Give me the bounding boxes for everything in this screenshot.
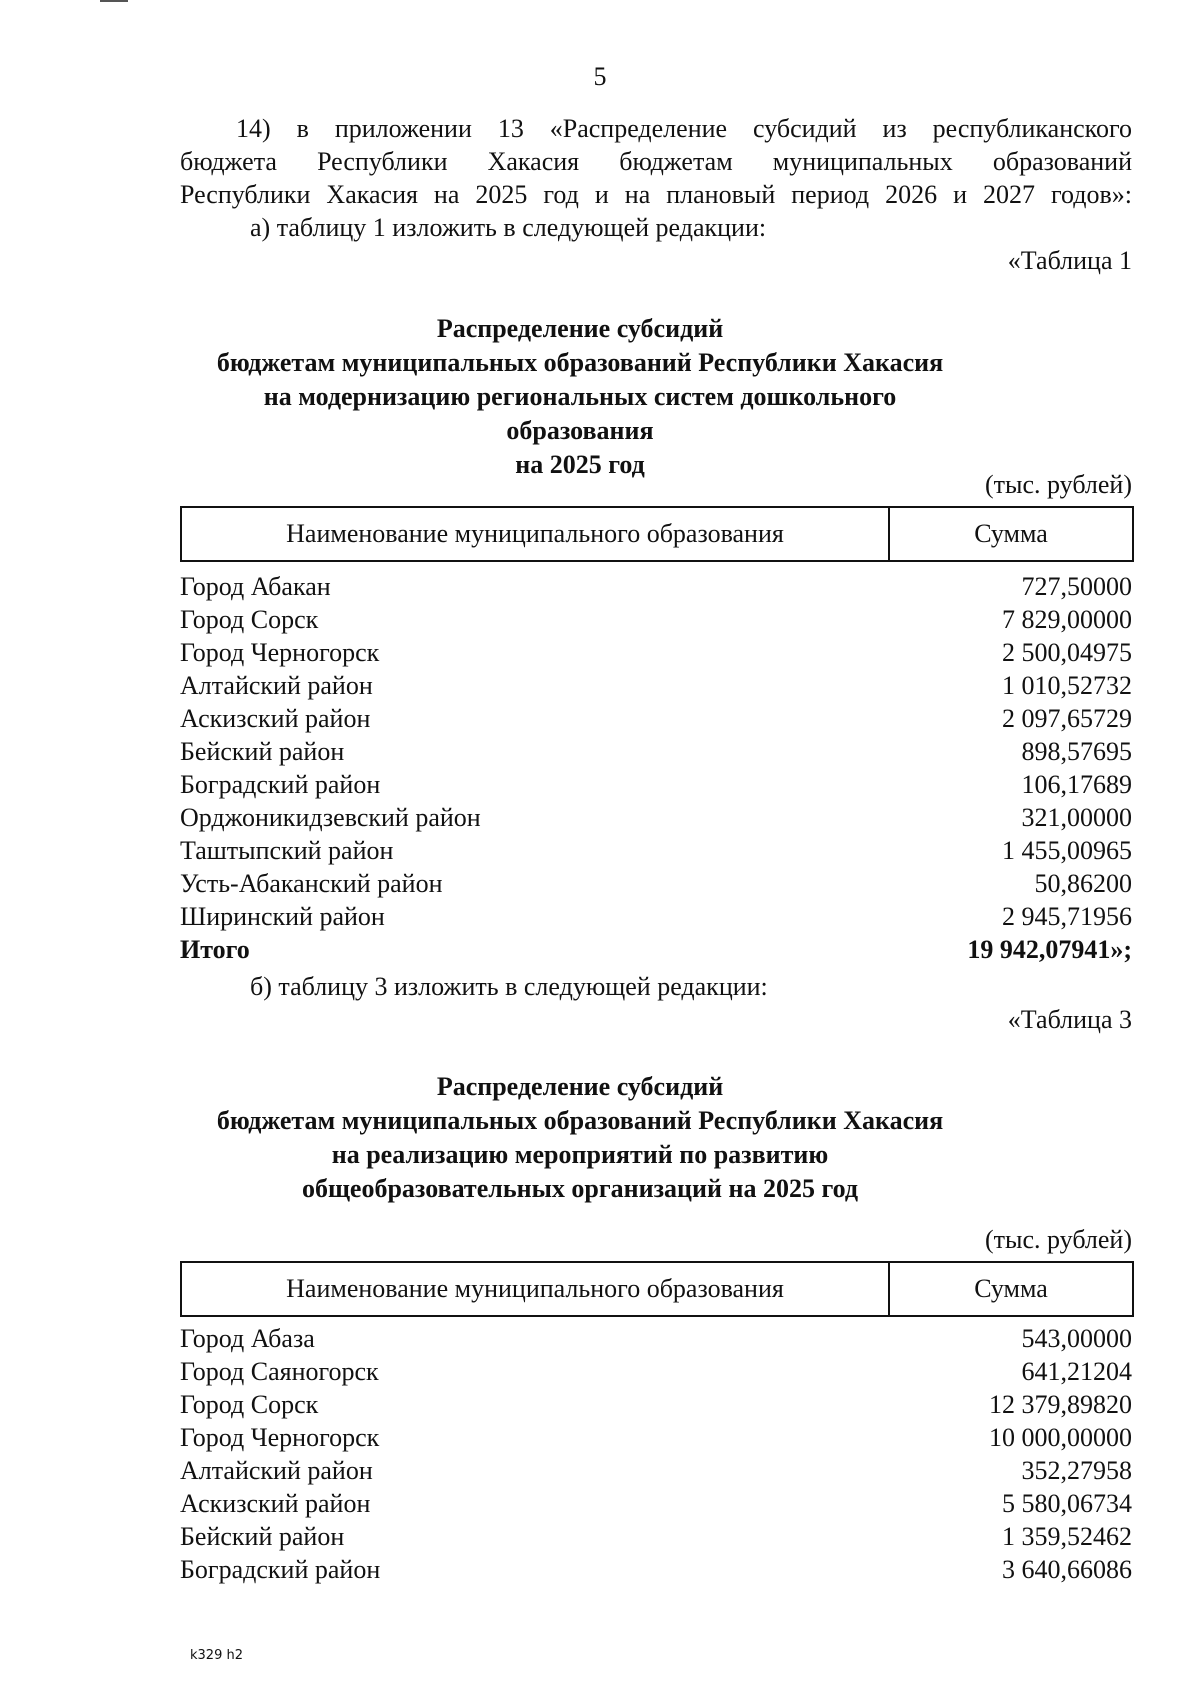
row-name: Город Черногорск xyxy=(180,638,380,667)
intro-line-1: 14) в приложении 13 «Распределение субсидий из республиканского xyxy=(236,114,1132,143)
table1-row xyxy=(180,702,1132,735)
table3-row xyxy=(180,1355,1132,1388)
row-value: 543,00000 xyxy=(1021,1324,1132,1353)
row-name: Боградский район xyxy=(180,1555,381,1584)
row-value: 898,57695 xyxy=(1021,737,1132,766)
row-value: 2 945,71956 xyxy=(1002,902,1132,931)
item-b-text: б) таблицу 3 изложить в следующей редакции: xyxy=(250,972,768,1001)
row-name: Город Сорск xyxy=(180,605,319,634)
table1-row xyxy=(180,570,1132,603)
row-name: Алтайский район xyxy=(180,1456,373,1485)
row-value: 1 359,52462 xyxy=(1002,1522,1132,1551)
table1-row xyxy=(180,900,1132,933)
row-value: 1 010,52732 xyxy=(1002,671,1132,700)
page-number: 5 xyxy=(593,62,607,91)
row-value: 641,21204 xyxy=(1021,1357,1132,1386)
table3-row xyxy=(180,1520,1132,1553)
row-value: 7 829,00000 xyxy=(1002,605,1132,634)
table1-title xyxy=(200,312,960,482)
row-name: Бейский район xyxy=(180,1522,345,1551)
table3-title-line-1: Распределение субсидий xyxy=(436,1072,724,1101)
row-name: Город Саяногорск xyxy=(180,1357,379,1386)
row-value: 50,86200 xyxy=(1034,869,1132,898)
scan-mark xyxy=(100,0,128,2)
row-value: 106,17689 xyxy=(1021,770,1132,799)
total-label: Итого xyxy=(180,935,250,964)
row-name: Орджоникидзевский район xyxy=(180,803,481,832)
table3-row xyxy=(180,1421,1132,1454)
row-name: Город Черногорск xyxy=(180,1423,380,1452)
table3-title xyxy=(200,1070,960,1206)
row-value: 5 580,06734 xyxy=(1002,1489,1132,1518)
table1-title-line-1: Распределение субсидий xyxy=(436,314,724,343)
table1-units: (тыс. рублей) xyxy=(984,470,1132,499)
row-name: Аскизский район xyxy=(180,704,371,733)
table1-label: «Таблица 1 xyxy=(1007,246,1132,275)
row-value: 352,27958 xyxy=(1021,1456,1132,1485)
row-name: Усть-Абаканский район xyxy=(180,869,443,898)
row-name: Бейский район xyxy=(180,737,345,766)
table1-row xyxy=(180,636,1132,669)
table1-row xyxy=(180,801,1132,834)
table1-header-sum: Сумма xyxy=(889,507,1133,561)
table1-title-line-2: бюджетам муниципальных образований Республики Хакасия xyxy=(216,348,944,377)
row-value: 10 000,00000 xyxy=(989,1423,1132,1452)
row-name: Город Абаза xyxy=(180,1324,315,1353)
row-name: Город Сорск xyxy=(180,1390,319,1419)
table1-row xyxy=(180,867,1132,900)
row-name: Боградский район xyxy=(180,770,381,799)
table1-row xyxy=(180,768,1132,801)
row-name: Таштыпский район xyxy=(180,836,394,865)
item-a-text: а) таблицу 1 изложить в следующей редакции: xyxy=(250,213,767,242)
table3-row xyxy=(180,1553,1132,1586)
table3-header-name: Наименование муниципального образования xyxy=(181,1262,889,1316)
row-value: 2 500,04975 xyxy=(1002,638,1132,667)
table1-row xyxy=(180,834,1132,867)
table1-row xyxy=(180,735,1132,768)
footer-code: k329 h2 xyxy=(190,1648,243,1663)
table3-row xyxy=(180,1454,1132,1487)
intro-line-3: Республики Хакасия на 2025 год и на плановый период 2026 и 2027 годов»: xyxy=(180,180,1132,209)
table1-title-line-4: на 2025 год xyxy=(515,450,645,479)
row-name: Город Абакан xyxy=(180,572,331,601)
row-value: 727,50000 xyxy=(1021,572,1132,601)
table3-units: (тыс. рублей) xyxy=(984,1225,1132,1254)
row-value: 3 640,66086 xyxy=(1002,1555,1132,1584)
table3-header xyxy=(180,1261,1134,1317)
table3-row xyxy=(180,1487,1132,1520)
row-value: 2 097,65729 xyxy=(1002,704,1132,733)
row-value: 1 455,00965 xyxy=(1002,836,1132,865)
total-value: 19 942,07941»; xyxy=(967,935,1132,964)
table1-header xyxy=(180,506,1134,562)
row-name: Алтайский район xyxy=(180,671,373,700)
table3-title-line-4: общеобразовательных организаций на 2025 год xyxy=(301,1174,859,1203)
table3-title-line-2: бюджетам муниципальных образований Республики Хакасия xyxy=(216,1106,944,1135)
table1-total-row xyxy=(180,933,1132,966)
row-name: Аскизский район xyxy=(180,1489,371,1518)
table1-row xyxy=(180,603,1132,636)
table3-row xyxy=(180,1322,1132,1355)
table3-row xyxy=(180,1388,1132,1421)
table3-title-line-3: на реализацию мероприятий по развитию xyxy=(331,1140,829,1169)
table1-header-name: Наименование муниципального образования xyxy=(181,507,889,561)
table3-header-sum: Сумма xyxy=(889,1262,1133,1316)
table1-title-line-3: на модернизацию региональных систем дошкольного образования xyxy=(263,382,897,445)
row-value: 12 379,89820 xyxy=(989,1390,1132,1419)
table3-label: «Таблица 3 xyxy=(1007,1005,1132,1034)
intro-line-2: бюджета Республики Хакасия бюджетам муниципальных образований xyxy=(180,147,1132,176)
table1-row xyxy=(180,669,1132,702)
row-value: 321,00000 xyxy=(1021,803,1132,832)
row-name: Ширинский район xyxy=(180,902,385,931)
